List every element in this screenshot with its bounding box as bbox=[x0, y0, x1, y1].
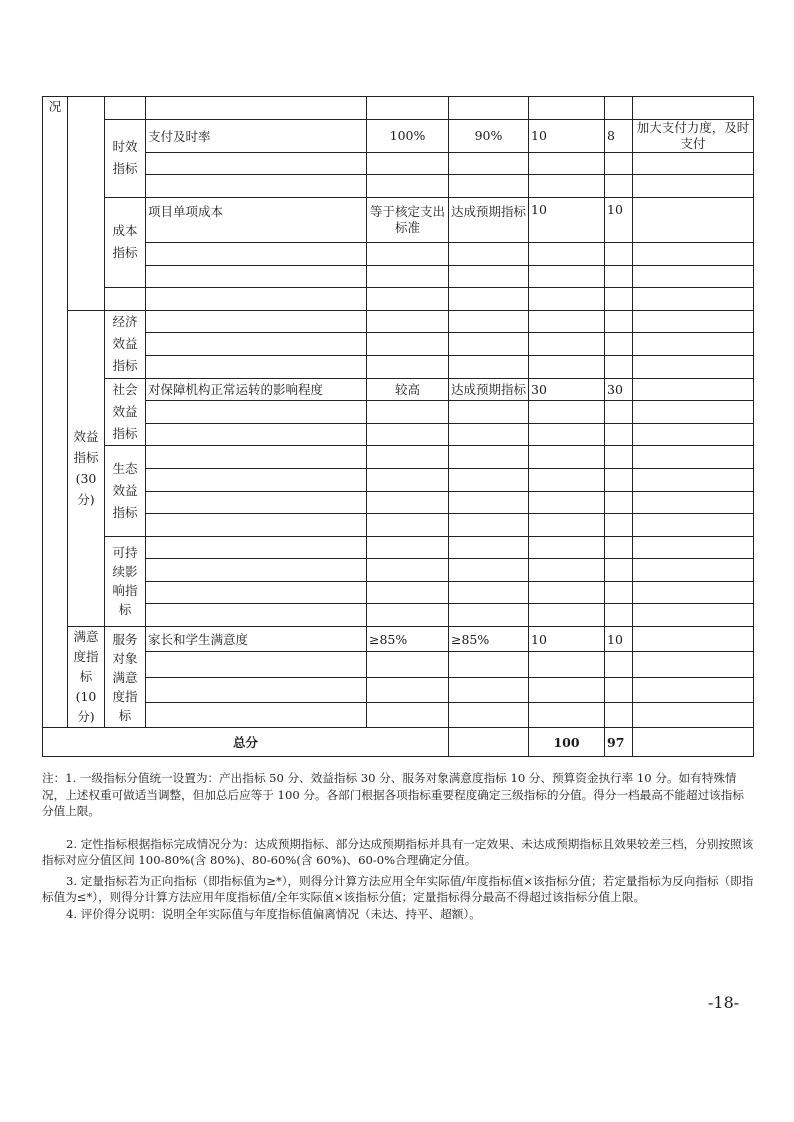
total-weight: 100 bbox=[529, 728, 605, 757]
satisfaction-score: 10 bbox=[605, 627, 633, 652]
cost-label: 成本指标 bbox=[105, 197, 146, 287]
cost-score: 10 bbox=[605, 197, 633, 242]
social-benefit-label: 社会效益指标 bbox=[105, 378, 146, 446]
continued-label: 况 bbox=[43, 97, 68, 728]
performance-table bbox=[42, 96, 754, 757]
cost-weight: 10 bbox=[529, 197, 605, 242]
satisfaction-weight: 10 bbox=[529, 627, 605, 652]
timeliness-weight: 10 bbox=[529, 119, 605, 152]
page-number: -18- bbox=[708, 993, 740, 1012]
social-target: 较高 bbox=[367, 378, 449, 401]
social-indicator: 对保障机构正常运转的影响程度 bbox=[146, 378, 367, 401]
total-label: 总分 bbox=[43, 728, 449, 757]
timeliness-indicator: 支付及时率 bbox=[146, 119, 367, 152]
satisfaction-indicator: 家长和学生满意度 bbox=[146, 627, 367, 652]
social-weight: 30 bbox=[529, 378, 605, 401]
note-2: 2. 定性指标根据指标完成情况分为：达成预期指标、部分达成预期指标并具有一定效果、未达成预期指标且效果较差三档，分别按照该指标对应分值区间 100-80%(含 80%)、80-60%(含 60%)、60-0%合理确定分值。 bbox=[42, 836, 754, 867]
timeliness-label: 时效指标 bbox=[105, 119, 146, 197]
satisfaction-label: 满意度指标(10分) bbox=[68, 627, 105, 728]
social-score: 30 bbox=[605, 378, 633, 401]
benefit-label: 效益指标(30分) bbox=[68, 310, 105, 626]
timeliness-reason: 加大支付力度，及时支付 bbox=[633, 119, 754, 152]
sustainable-benefit-label: 可持续影响指标 bbox=[105, 536, 146, 626]
satisfaction-sub-label: 服务对象满意度指标 bbox=[105, 627, 146, 728]
total-score: 97 bbox=[605, 728, 633, 757]
economic-benefit-label: 经济效益指标 bbox=[105, 310, 146, 378]
ecological-benefit-label: 生态效益指标 bbox=[105, 446, 146, 536]
cost-indicator: 项目单项成本 bbox=[146, 197, 367, 242]
note-3: 3. 定量指标若为正向指标（即指标值为≥*），则得分计算方法应用全年实际值/年度指标值×该指标分值；若定量指标为反向指标（即指标值为≤*），则得分计算方法应用年度指标值/全年实际值×该指标分值；定量指标得分最高不得超过该指标分值上限。 bbox=[42, 873, 754, 904]
social-actual: 达成预期指标 bbox=[449, 378, 529, 401]
note-1: 注：1. 一级指标分值统一设置为：产出指标 50 分、效益指标 30 分、服务对象满意度指标 10 分、预算资金执行率 10 分。如有特殊情况，上述权重可做适当调整，但加总后应等于 100 分。各部门根据各项指标重要程度确定三级指标的分值。得分一档最高不能超过该指标分值上限。 bbox=[42, 771, 744, 818]
notes bbox=[42, 770, 754, 922]
cost-actual: 达成预期指标 bbox=[449, 197, 529, 242]
timeliness-score: 8 bbox=[605, 119, 633, 152]
timeliness-actual: 90% bbox=[449, 119, 529, 152]
note-4: 4. 评价得分说明：说明全年实际值与年度指标值偏离情况（未达、持平、超额）。 bbox=[66, 906, 481, 921]
satisfaction-actual: ≥85% bbox=[449, 627, 529, 652]
timeliness-target: 100% bbox=[367, 119, 449, 152]
satisfaction-target: ≥85% bbox=[367, 627, 449, 652]
cost-target: 等于核定支出标准 bbox=[367, 197, 449, 242]
